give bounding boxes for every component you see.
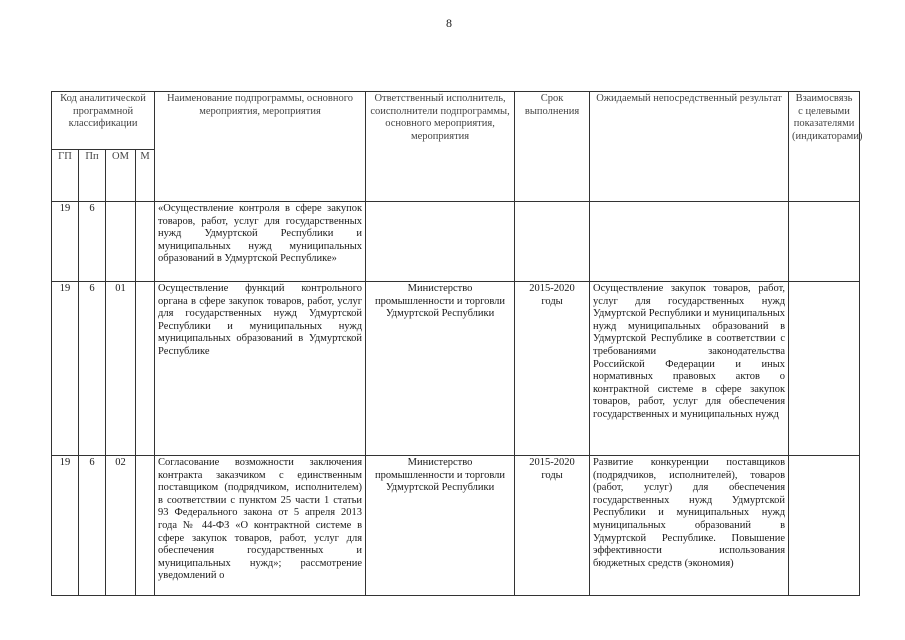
table-row xyxy=(52,202,860,282)
name-cell: Согласование возможности заключения контракта заказчиком с единственным поставщиком (подрядчиком, исполнителем) в соответствии с пунктом 25 части 1 статьи 93 Федерального закона от 5 апреля 2013 года № 44-ФЗ «О контрактной системе в сфере закупок товаров, работ, услуг для обеспечения государственных и муниципальных нужд»; рассмотрение уведомлений о xyxy=(155,456,366,596)
name-cell: «Осуществление контроля в сфере закупок товаров, работ, услуг для государственных нужд Удмуртской Республики и муниципальных нужд муниципальных образований в Удмуртской Республике» xyxy=(155,202,366,282)
gp-cell: 19 xyxy=(52,456,79,596)
m-header: М xyxy=(136,150,155,202)
link-cell xyxy=(789,282,860,456)
name-cell: Осуществление функций контрольного органа в сфере закупок товаров, работ, услуг для государственных нужд Удмуртской Республики и муниципальных нужд муниципальных образований в Удмуртской Республике xyxy=(155,282,366,456)
result-cell xyxy=(590,202,789,282)
pp-cell: 6 xyxy=(79,202,106,282)
responsible-cell: Министерство промышленности и торговли Удмуртской Республики xyxy=(366,456,515,596)
code-group-header: Код аналитической программной классификации xyxy=(52,92,155,150)
page-number: 8 xyxy=(446,16,452,30)
link-cell xyxy=(789,202,860,282)
gp-cell: 19 xyxy=(52,282,79,456)
gp-cell: 19 xyxy=(52,202,79,282)
responsible-header: Ответственный исполнитель, соисполнители подпрограммы, основного мероприятия, мероприятия xyxy=(366,92,515,202)
name-header: Наименование подпрограммы, основного мероприятия, мероприятия xyxy=(155,92,366,202)
result-cell: Развитие конкуренции поставщиков (подрядчиков, исполнителей), товаров (работ, услуг) для обеспечения государственных нужд Удмуртской Республики и муниципальных нужд муниципальных образований в Удмуртской Республике. Повышение эффективности использования бюджетных средств (экономия) xyxy=(590,456,789,596)
table-row xyxy=(52,282,860,456)
term-cell xyxy=(515,202,590,282)
link-cell xyxy=(789,456,860,596)
result-header: Ожидаемый непосредственный результат xyxy=(590,92,789,202)
m-cell xyxy=(136,456,155,596)
m-cell xyxy=(136,282,155,456)
table-row xyxy=(52,456,860,596)
om-header: ОМ xyxy=(106,150,136,202)
link-header: Взаимосвязь с целевыми показателями (индикаторами) xyxy=(789,92,860,202)
om-cell xyxy=(106,202,136,282)
responsible-cell xyxy=(366,202,515,282)
pp-header: Пп xyxy=(79,150,106,202)
result-cell: Осуществление закупок товаров, работ, услуг для государственных нужд Удмуртской Республики и муниципальных нужд муниципальных образований в Удмуртской Республике в соответствии с требованиями законодательства Российской Федерации и иных нормативных правовых актов о контрактной системе в сфере закупок товаров, работ, услуг для обеспечения государственных и муниципальных нужд xyxy=(590,282,789,456)
om-cell: 01 xyxy=(106,282,136,456)
m-cell xyxy=(136,202,155,282)
om-cell: 02 xyxy=(106,456,136,596)
program-table xyxy=(51,91,863,596)
responsible-cell: Министерство промышленности и торговли Удмуртской Республики xyxy=(366,282,515,456)
pp-cell: 6 xyxy=(79,282,106,456)
term-cell: 2015-2020 годы xyxy=(515,282,590,456)
pp-cell: 6 xyxy=(79,456,106,596)
term-header: Срок выполнения xyxy=(515,92,590,202)
term-cell: 2015-2020 годы xyxy=(515,456,590,596)
gp-header: ГП xyxy=(52,150,79,202)
